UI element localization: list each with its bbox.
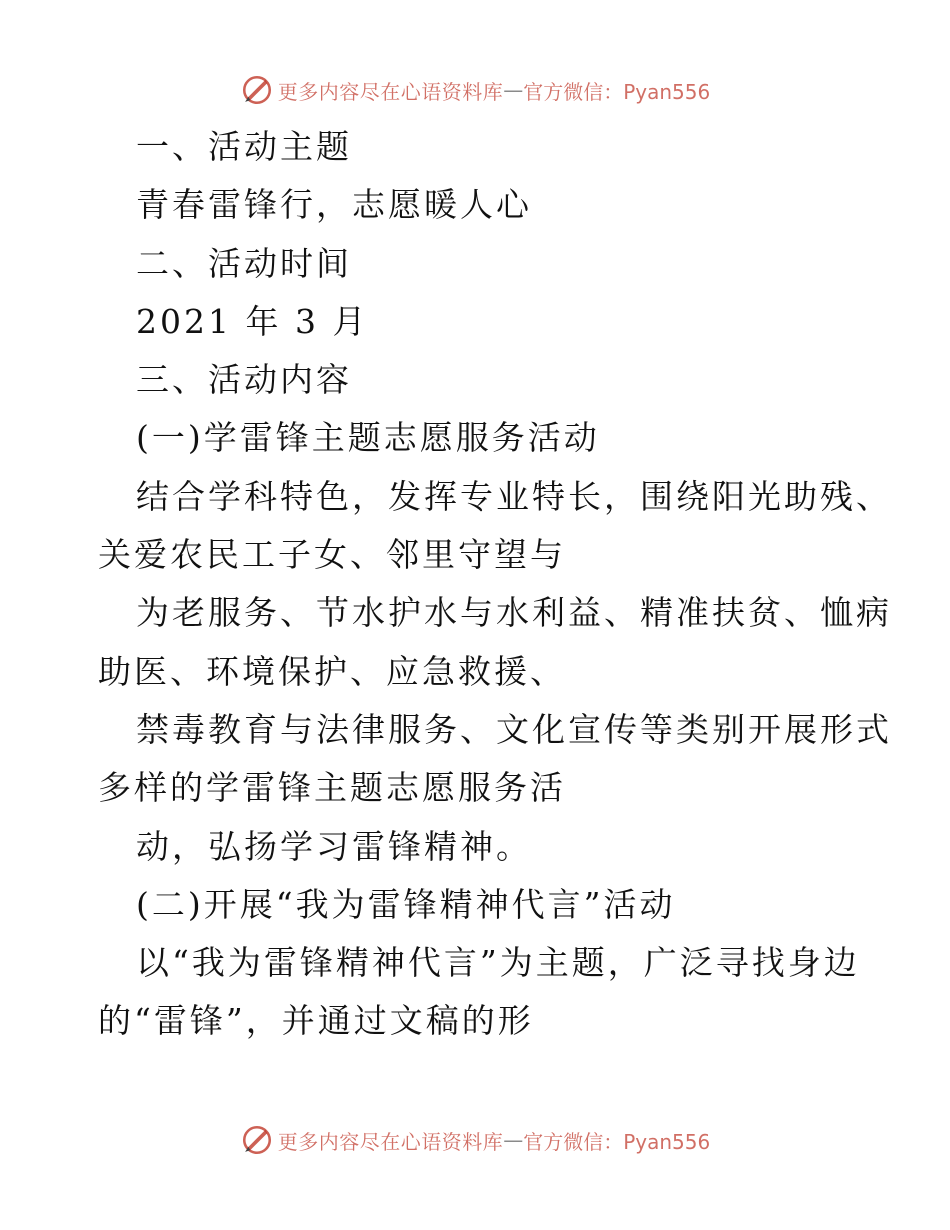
doc-line: 结合学科特色，发挥专业特长，围绕阳光助残、 xyxy=(136,476,892,516)
watermark-brand: 更多内容尽在心语资料库 xyxy=(277,79,504,104)
doc-line: (二)开展“我为雷锋精神代言”活动 xyxy=(136,884,676,924)
doc-line: 助医、环境保护、应急救援、 xyxy=(98,651,566,691)
watermark-separator: — xyxy=(503,78,524,102)
doc-line: 二、活动时间 xyxy=(136,243,352,283)
doc-line: 三、活动内容 xyxy=(136,360,352,400)
quill-pen-logo-icon xyxy=(240,1123,274,1157)
doc-line: 的“雷锋”，并通过文稿的形 xyxy=(98,1001,534,1041)
doc-line: 多样的学雷锋主题志愿服务活 xyxy=(98,768,566,808)
doc-line: 一、活动主题 xyxy=(136,127,352,166)
doc-line: 2021 年 3 月 xyxy=(136,301,369,341)
watermark-contact: 官方微信：Pyan556 xyxy=(523,1129,711,1154)
document-body xyxy=(98,118,892,1051)
doc-line: (一)学雷锋主题志愿服务活动 xyxy=(136,418,600,458)
footer-watermark xyxy=(0,1120,950,1160)
doc-line: 动，弘扬学习雷锋精神。 xyxy=(136,826,532,866)
doc-line: 关爱农民工子女、邻里守望与 xyxy=(98,535,566,575)
doc-line: 以“我为雷锋精神代言”为主题，广泛寻找身边 xyxy=(136,943,860,983)
doc-line: 禁毒教育与法律服务、文化宣传等类别开展形式 xyxy=(136,709,892,749)
watermark-brand: 更多内容尽在心语资料库 xyxy=(277,1129,504,1154)
doc-line: 青春雷锋行，志愿暖人心 xyxy=(136,185,532,225)
watermark-separator: — xyxy=(503,1128,524,1152)
quill-pen-logo-icon xyxy=(240,73,274,107)
watermark-contact: 官方微信：Pyan556 xyxy=(523,79,711,104)
header-watermark xyxy=(0,70,950,110)
doc-line: 为老服务、节水护水与水利益、精准扶贫、恤病 xyxy=(136,593,892,633)
